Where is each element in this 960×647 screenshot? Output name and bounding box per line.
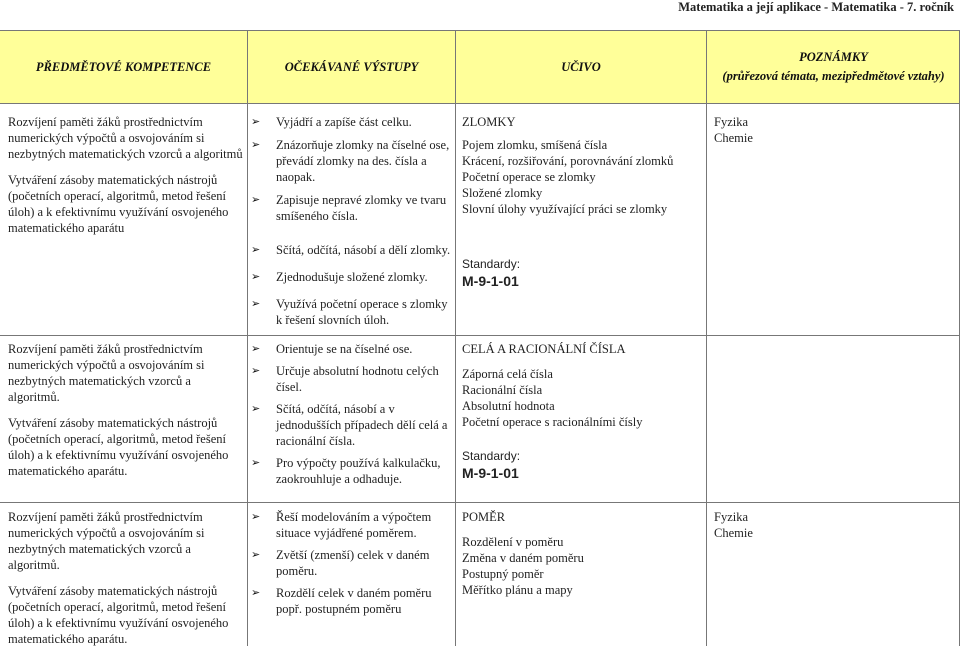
list-item: ➢ Znázorňuje zlomky na číselné ose, převádí zlomky na des. čísla a naopak.	[251, 138, 450, 184]
column-divider	[706, 30, 707, 646]
list-item: ➢ Řeší modelováním a výpočtem situace vyjádřené poměrem.	[251, 510, 432, 540]
note-item: Chemie	[714, 526, 753, 540]
row2-competences	[8, 341, 243, 479]
row2-outputs	[250, 341, 452, 487]
arrow-bullet-icon: ➢	[251, 364, 261, 377]
list-item: ➢ Zvětší (zmenší) celek v daném poměru.	[251, 548, 430, 578]
row3-curriculum	[462, 509, 702, 598]
topic-item: Měřítko plánu a mapy	[462, 583, 573, 597]
header-outputs: OČEKÁVANÉ VÝSTUPY	[284, 59, 419, 74]
topic-item: Postupný poměr	[462, 567, 544, 581]
topic-item: Racionální čísla	[462, 383, 543, 397]
topic-item: Slovní úlohy využívající práci se zlomky	[462, 202, 668, 216]
column-divider	[455, 30, 456, 646]
row3-notes	[714, 509, 954, 541]
arrow-bullet-icon: ➢	[251, 193, 261, 206]
arrow-bullet-icon: ➢	[251, 456, 261, 469]
list-item: ➢ Zjednodušuje složené zlomky.	[251, 270, 428, 284]
standard-label: Standardy:	[462, 449, 521, 463]
row1-outputs	[250, 114, 452, 224]
competence-text: Vytváření zásoby matematických nástrojů (početních operací, algoritmů, metod řešení úloh) a k efektivnímu využívání osvojeného matematického aparátu	[8, 173, 229, 235]
note-item: Chemie	[714, 131, 753, 145]
list-item: ➢ Zapisuje nepravé zlomky ve tvaru smíšeného čísla.	[251, 193, 447, 223]
row1-curriculum	[462, 114, 702, 217]
topic-item: Absolutní hodnota	[462, 399, 555, 413]
list-item: ➢ Rozdělí celek v daném poměru popř. postupném poměru	[251, 586, 432, 616]
document-title: Matematika a její aplikace - Matematika - 7. ročník	[678, 0, 954, 14]
competence-text: Rozvíjení paměti žáků prostřednictvím numerických výpočtů a osvojováním si nezbytných matematických vzorců a algoritmů.	[8, 342, 205, 404]
list-item: ➢ Pro výpočty používá kalkulačku, zaokrouhluje a odhaduje.	[251, 456, 441, 486]
row1-outputs-operations	[250, 242, 452, 328]
standard-code: M-9-1-01	[462, 465, 519, 481]
arrow-bullet-icon: ➢	[251, 586, 261, 599]
arrow-bullet-icon: ➢	[251, 510, 261, 523]
list-item: ➢ Sčítá, odčítá, násobí a v jednodušších případech dělí celá a racionální čísla.	[251, 402, 448, 448]
arrow-bullet-icon: ➢	[251, 138, 261, 151]
header-curriculum: UČIVO	[561, 59, 601, 74]
row3-competences	[8, 509, 243, 647]
note-item: Fyzika	[714, 115, 749, 129]
arrow-bullet-icon: ➢	[251, 402, 261, 415]
topic-item: Krácení, rozšiřování, porovnávání zlomků	[462, 154, 674, 168]
arrow-bullet-icon: ➢	[251, 115, 261, 128]
header-notes-subtitle: (průřezová témata, mezipředmětové vztahy)	[722, 69, 945, 83]
row1-competences	[8, 114, 243, 236]
arrow-bullet-icon: ➢	[251, 548, 261, 561]
header-notes-title: POZNÁMKY	[799, 50, 868, 64]
arrow-bullet-icon: ➢	[251, 297, 261, 310]
row-divider	[0, 335, 960, 336]
arrow-bullet-icon: ➢	[251, 243, 261, 256]
topic-item: Záporná celá čísla	[462, 367, 553, 381]
competence-text: Vytváření zásoby matematických nástrojů (početních operací, algoritmů, metod řešení úloh) a k efektivnímu využívání osvojeného matematického aparátu.	[8, 416, 229, 478]
topic-title: POMĚR	[462, 510, 506, 524]
topic-item: Složené zlomky	[462, 186, 543, 200]
topic-title: CELÁ A RACIONÁLNÍ ČÍSLA	[462, 342, 626, 356]
row1-notes	[714, 114, 954, 146]
header-competences: PŘEDMĚTOVÉ KOMPETENCE	[35, 59, 212, 74]
list-item: ➢ Orientuje se na číselné ose.	[251, 342, 413, 356]
header-notes	[707, 31, 960, 103]
topic-item: Pojem zlomku, smíšená čísla	[462, 138, 608, 152]
topic-title: ZLOMKY	[462, 115, 516, 129]
competence-text: Rozvíjení paměti žáků prostřednictvím numerických výpočtů a osvojováním si nezbytných matematických vzorců a algoritmů.	[8, 510, 205, 572]
row2-curriculum	[462, 341, 702, 481]
arrow-bullet-icon: ➢	[251, 270, 261, 283]
list-item: ➢ Využívá početní operace s zlomky k řešení slovních úloh.	[251, 297, 448, 327]
competence-text: Rozvíjení paměti žáků prostřednictvím numerických výpočtů a osvojováním si nezbytných matematických vzorců a algoritmů	[8, 115, 243, 161]
list-item: ➢ Sčítá, odčítá, násobí a dělí zlomky.	[251, 243, 451, 257]
topic-item: Početní operace se zlomky	[462, 170, 596, 184]
standard-code: M-9-1-01	[462, 273, 519, 289]
arrow-bullet-icon: ➢	[251, 342, 261, 355]
row3-outputs	[250, 509, 452, 617]
note-item: Fyzika	[714, 510, 749, 524]
list-item: ➢ Určuje absolutní hodnotu celých čísel.	[251, 364, 439, 394]
topic-item: Rozdělení v poměru	[462, 535, 564, 549]
column-divider	[247, 30, 248, 646]
row1-standards	[462, 256, 702, 289]
table-header	[0, 30, 960, 104]
topic-item: Změna v daném poměru	[462, 551, 584, 565]
topic-item: Početní operace s racionálními čísly	[462, 415, 643, 429]
standard-label: Standardy:	[462, 257, 521, 271]
document-header	[0, 0, 960, 20]
row-divider	[0, 502, 960, 503]
list-item: ➢ Vyjádří a zapíše část celku.	[251, 115, 412, 129]
competence-text: Vytváření zásoby matematických nástrojů (početních operací, algoritmů, metod řešení úloh) a k efektivnímu využívání osvojeného matematického aparátu.	[8, 584, 229, 646]
